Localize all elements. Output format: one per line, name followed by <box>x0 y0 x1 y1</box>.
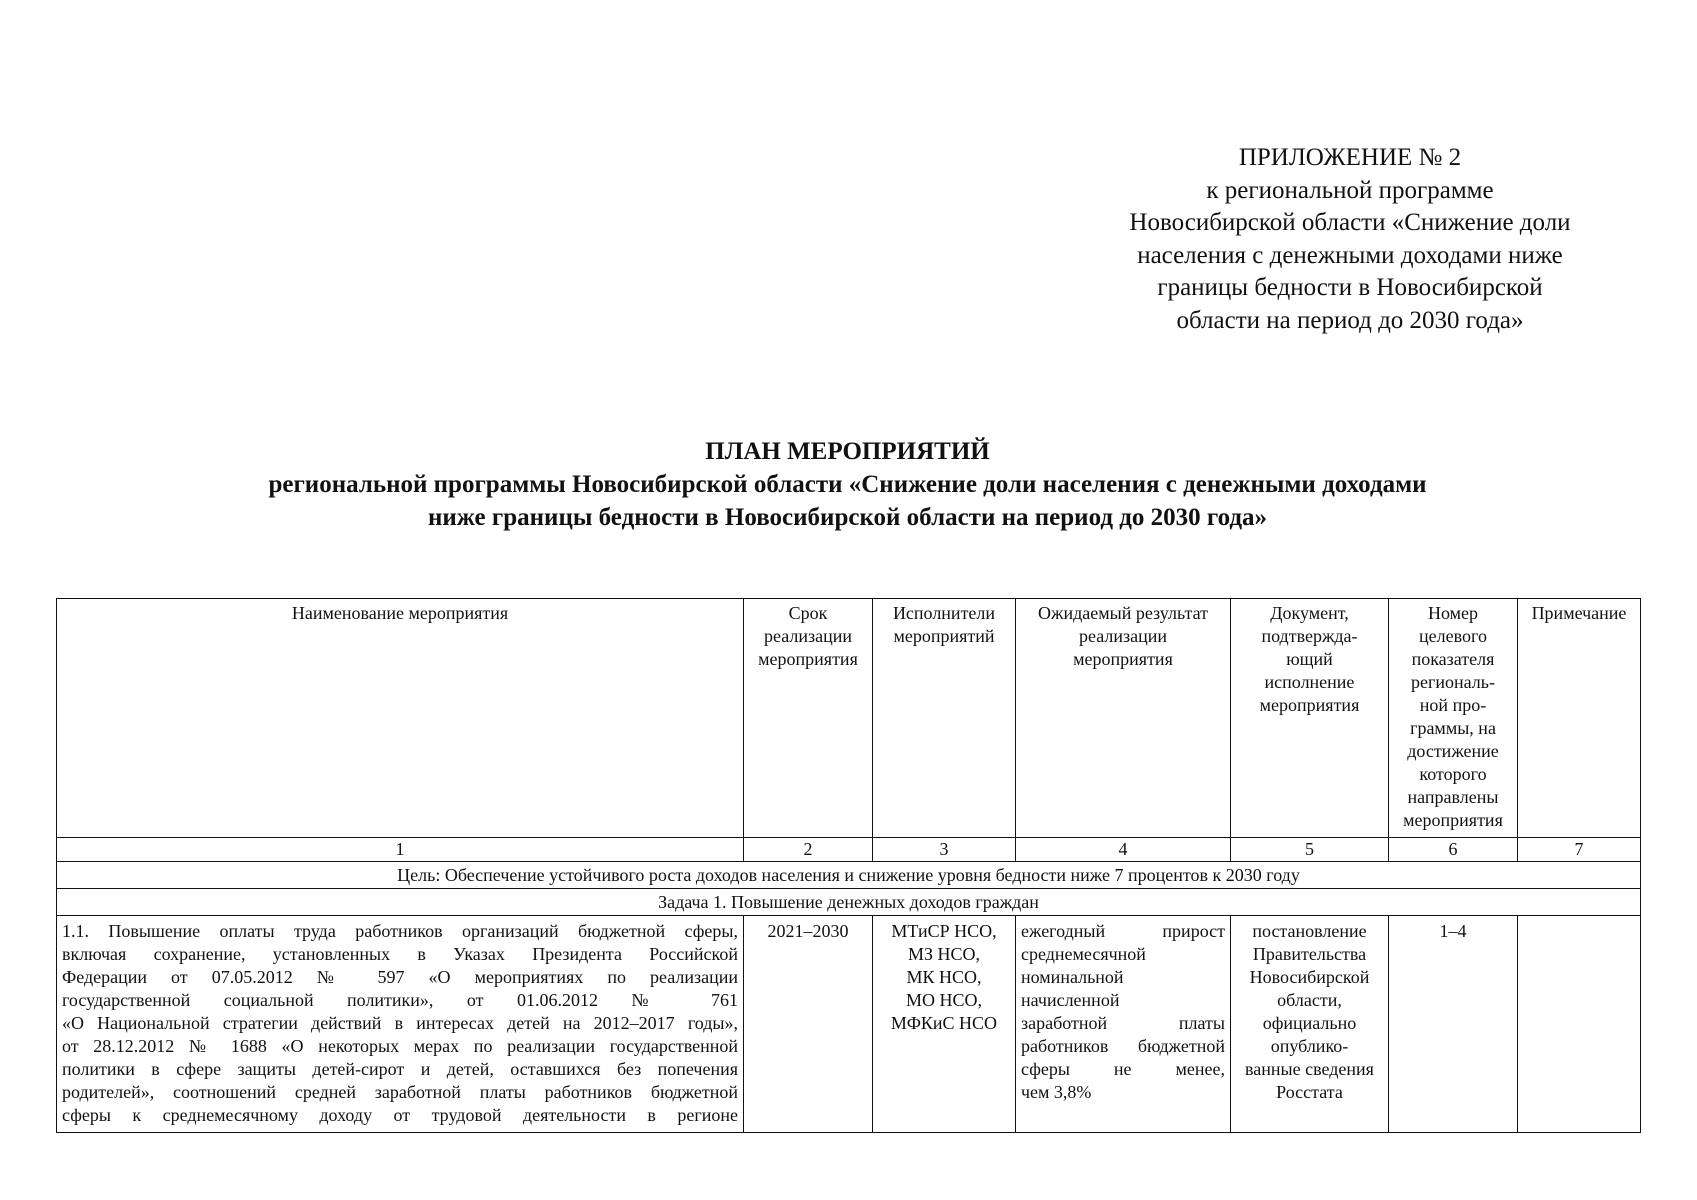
header-text: мероприятия <box>1073 649 1173 669</box>
column-number: 1 <box>57 838 744 862</box>
header-text: реализации <box>1079 626 1167 646</box>
executor-line: МК НСО, <box>906 967 982 987</box>
header-text: направлены <box>1407 787 1499 807</box>
document-cell <box>1231 916 1389 1133</box>
result-line: работников бюджетной <box>1021 1036 1225 1056</box>
header-text: мероприятия <box>758 649 858 669</box>
header-text: граммы, на <box>1410 718 1496 738</box>
header-text: реализации <box>764 626 852 646</box>
task-text: Задача 1. Повышение денежных доходов граждан <box>57 889 1641 916</box>
activity-name-line: «О Национальной стратегии действий в интересах детей на 2012–2017 годы», <box>62 1013 738 1033</box>
result-cell <box>1016 916 1231 1133</box>
result-line: начисленной <box>1021 990 1120 1010</box>
header-text: показателя <box>1411 649 1495 669</box>
goal-text: Цель: Обеспечение устойчивого роста доходов населения и снижение уровня бедности ниже 7 процентов к 2030 году <box>57 862 1641 889</box>
plan-subtitle-line: ниже границы бедности в Новосибирской области на период до 2030 года» <box>427 504 1268 531</box>
header-cell-document <box>1231 599 1389 838</box>
header-text: достижение <box>1407 741 1499 761</box>
result-line: сферы не менее, <box>1021 1059 1225 1079</box>
header-text: ющий <box>1286 649 1333 669</box>
header-text: Ожидаемый результат <box>1038 603 1208 623</box>
document-line: ванные сведения <box>1245 1059 1374 1079</box>
appendix-line: ПРИЛОЖЕНИЕ № 2 <box>1238 144 1462 171</box>
table-row <box>57 916 1641 1133</box>
activity-name-line: государственной социальной политики», от 01.06.2012 № 761 <box>62 990 738 1010</box>
result-line: ежегодный прирост <box>1021 921 1225 941</box>
appendix-line: населения с денежными доходами ниже <box>1137 241 1563 269</box>
executor-line: МО НСО, <box>905 990 982 1010</box>
executor-line: МФКиС НСО <box>890 1013 998 1033</box>
header-cell-period <box>744 599 873 838</box>
result-line: чем 3,8% <box>1021 1082 1092 1102</box>
plan-table <box>56 598 1641 1133</box>
header-text: региональ- <box>1411 672 1495 692</box>
column-number: 5 <box>1231 838 1389 862</box>
header-text: Срок <box>788 603 828 623</box>
appendix-line: границы бедности в Новосибирской <box>1157 274 1543 301</box>
activity-name-line: от 28.12.2012 № 1688 «О некоторых мерах по реализации государственной <box>62 1036 738 1056</box>
executor-line: МТиСР НСО, <box>891 921 997 941</box>
header-text: целевого <box>1419 626 1487 646</box>
activity-name-line: 1.1. Повышение оплаты труда работников организаций бюджетной сферы, <box>62 921 738 941</box>
header-cell-target-number <box>1389 599 1518 838</box>
header-text: Исполнители <box>892 603 996 623</box>
result-line: заработной платы <box>1021 1013 1225 1033</box>
appendix-line: к региональной программе <box>1206 176 1494 204</box>
activity-name-line: Федерации от 07.05.2012 № 597 «О мероприятиях по реализации <box>62 967 738 987</box>
header-text: исполнение <box>1264 672 1355 692</box>
activity-name-line: родителей», соотношений средней заработной платы работников бюджетной <box>62 1082 738 1102</box>
column-number-row <box>57 838 1641 862</box>
appendix-header <box>1110 142 1590 337</box>
header-cell-result <box>1016 599 1231 838</box>
plan-heading <box>60 435 1635 534</box>
plan-subtitle-line: региональной программы Новосибирской области «Снижение доли населения с денежными доходами <box>268 471 1427 498</box>
header-text: мероприятий <box>893 626 995 646</box>
plan-title: ПЛАН МЕРОПРИЯТИЙ <box>705 438 990 465</box>
document-line: Новосибирской <box>1249 967 1370 987</box>
header-text: Номер <box>1427 603 1479 623</box>
document-line: постановление <box>1252 921 1367 941</box>
header-text: Наименование мероприятия <box>291 603 509 623</box>
activity-name-cell <box>57 916 744 1133</box>
header-text: которого <box>1419 764 1487 784</box>
header-text: Примечание <box>1531 603 1627 623</box>
activity-name-line: политики в сфере защиты детей-сирот и детей, оставшихся без попечения <box>62 1059 738 1079</box>
column-number: 6 <box>1389 838 1518 862</box>
header-text: мероприятия <box>1259 695 1360 715</box>
activity-name-line: сферы к среднемесячному доходу от трудовой деятельности в регионе <box>62 1105 738 1125</box>
table-header-row <box>57 599 1641 838</box>
header-text: Документ, <box>1270 603 1349 623</box>
document-line: опублико- <box>1270 1036 1349 1056</box>
column-number: 3 <box>873 838 1016 862</box>
target-number-cell: 1–4 <box>1389 916 1518 1133</box>
appendix-line: области на период до 2030 года» <box>1176 306 1524 334</box>
column-number: 4 <box>1016 838 1231 862</box>
document-line: области, <box>1277 990 1342 1010</box>
header-text: подтвержда- <box>1261 626 1358 646</box>
result-line: номинальной <box>1021 967 1124 987</box>
column-number: 2 <box>744 838 873 862</box>
goal-row <box>57 862 1641 889</box>
executors-cell <box>873 916 1016 1133</box>
header-cell-executors <box>873 599 1016 838</box>
document-line: Правительства <box>1252 944 1367 964</box>
result-line: среднемесячной <box>1021 944 1146 964</box>
document-line: Росстата <box>1276 1082 1343 1102</box>
appendix-line: Новосибирской области «Снижение доли <box>1129 209 1571 236</box>
column-number: 7 <box>1518 838 1641 862</box>
activity-name-line: включая сохранение, установленных в Указах Президента Российской <box>62 944 738 964</box>
header-text: ной про- <box>1419 695 1487 715</box>
period-cell: 2021–2030 <box>744 916 873 1133</box>
executor-line: МЗ НСО, <box>907 944 981 964</box>
note-cell <box>1518 916 1641 1133</box>
document-line: официально <box>1262 1013 1357 1033</box>
header-text: мероприятия <box>1403 810 1503 830</box>
header-cell-name <box>57 599 744 838</box>
task-row <box>57 889 1641 916</box>
header-cell-note <box>1518 599 1641 838</box>
